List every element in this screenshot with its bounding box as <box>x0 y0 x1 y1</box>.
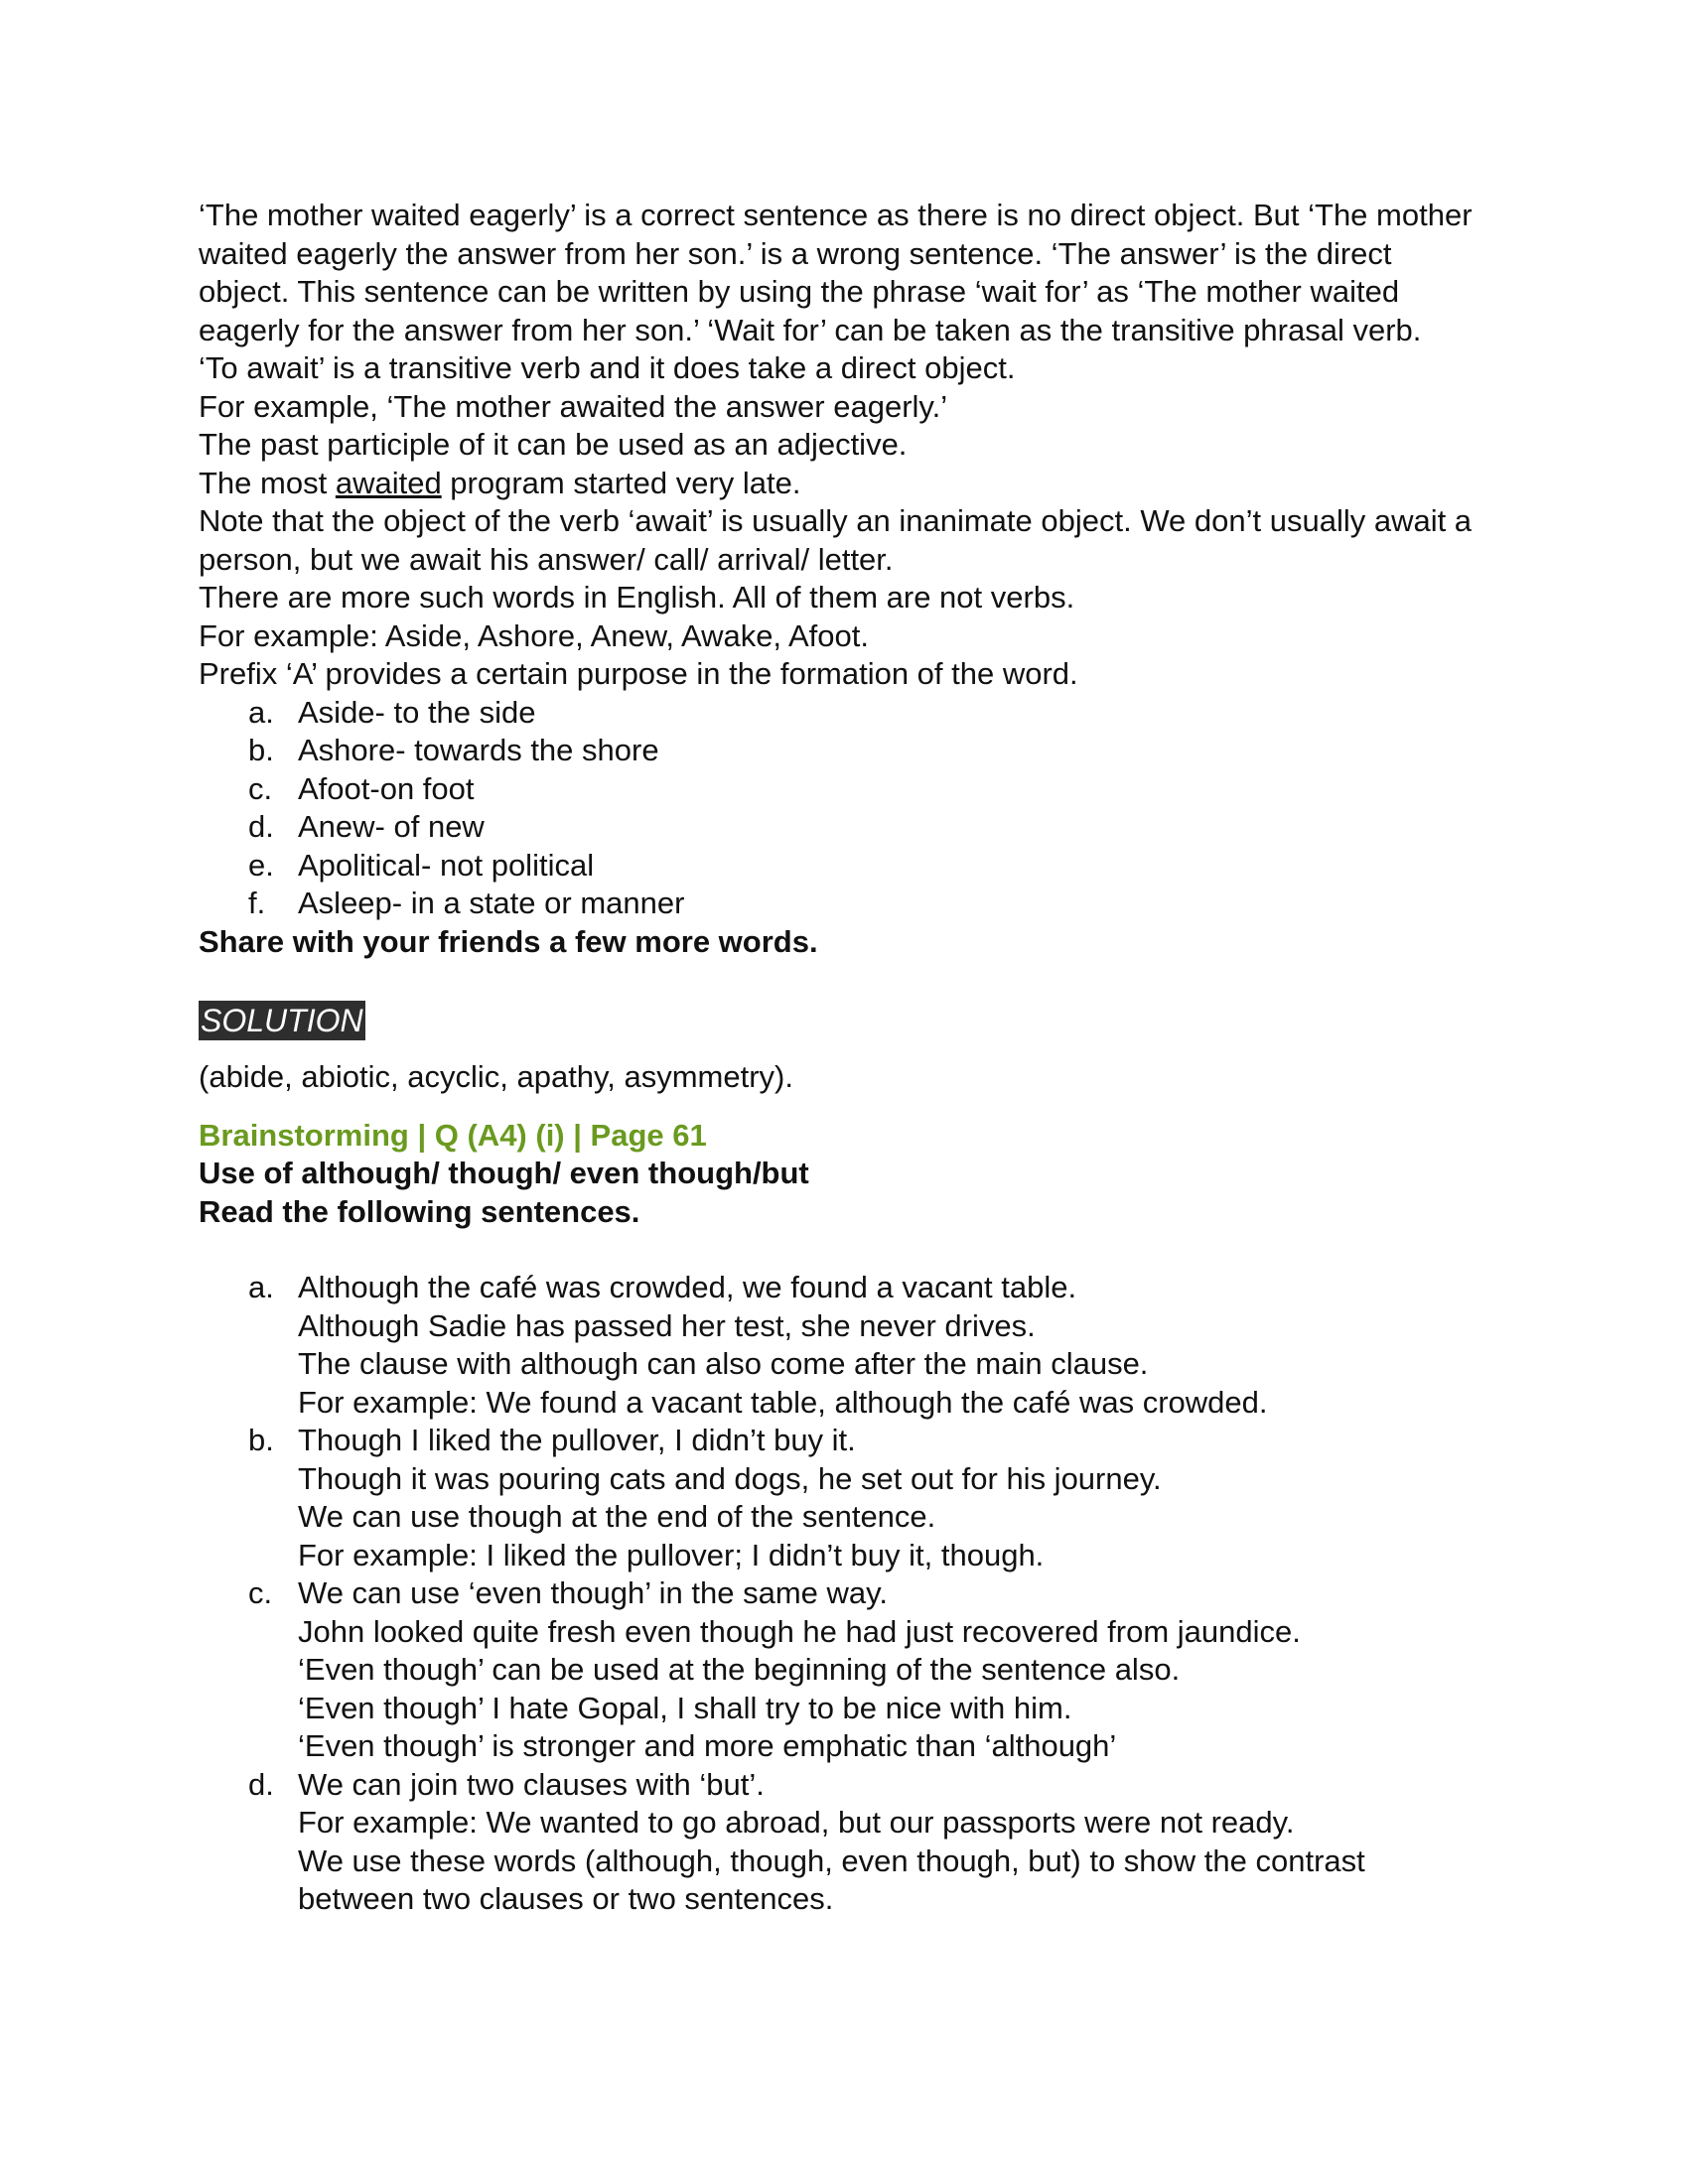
list-marker: e. <box>248 847 274 883</box>
list-item-line: ‘Even though’ I hate Gopal, I shall try to be nice with him. <box>298 1690 1072 1725</box>
list-item-text: Anew- of new <box>298 809 485 844</box>
intro-paragraph: ‘The mother waited eagerly’ is a correct sentence as there is no direct object. But ‘The mother waited eagerly the answer from her son.’ is a wrong sentence. ‘The answer’ is the direct object. This sentence can be written by using the phrase ‘wait for’ as ‘The mother waited eagerly for the answer from her son.’ ‘Wait for’ can be taken as the transitive phrasal verb. <box>199 198 1473 347</box>
share-prompt: Share with your friends a few more words. <box>199 923 818 959</box>
solution-text: (abide, abiotic, acyclic, apathy, asymmetry). <box>199 1059 793 1094</box>
list-item <box>199 1269 1489 1422</box>
list-item <box>199 885 1489 923</box>
intro-line-awaited-example <box>199 465 1489 503</box>
list-item-line: Though I liked the pullover, I didn’t buy it. <box>298 1423 856 1457</box>
list-item-line: We can join two clauses with ‘but’. <box>298 1766 765 1802</box>
list-item-text: Ashore- towards the shore <box>298 733 659 767</box>
list-item <box>199 847 1489 886</box>
list-item-line: For example: I liked the pullover; I didn’t buy it, though. <box>298 1537 1045 1572</box>
intro-line-participle: The past participle of it can be used as an adjective. <box>199 427 908 462</box>
list-item-line: For example: We found a vacant table, although the café was crowded. <box>298 1384 1268 1420</box>
intro-line-word-examples: For example: Aside, Ashore, Anew, Awake, Afoot. <box>199 617 869 653</box>
list-marker: a. <box>248 694 274 730</box>
list-item-line: The clause with although can also come after the main clause. <box>298 1346 1149 1381</box>
list-item <box>199 1766 1489 1919</box>
list-marker: c. <box>248 1575 273 1610</box>
list-item-line: ‘Even though’ is stronger and more emphatic than ‘although’ <box>298 1728 1117 1763</box>
list-marker: d. <box>248 809 274 844</box>
list-item-line: ‘Even though’ can be used at the beginning of the sentence also. <box>298 1652 1181 1687</box>
list-marker: d. <box>248 1766 274 1802</box>
list-item-line: For example: We wanted to go abroad, but our passports were not ready. <box>298 1805 1295 1840</box>
list-item <box>199 694 1489 733</box>
intro-line-await-transitive: ‘To await’ is a transitive verb and it does take a direct object. <box>199 350 1016 385</box>
section-subheading: Use of although/ though/ even though/but <box>199 1156 809 1190</box>
intro-line-prefix-a: Prefix ‘A’ provides a certain purpose in the formation of the word. <box>199 656 1078 691</box>
list-item-text: Afoot-on foot <box>298 770 475 806</box>
list-item <box>199 770 1489 809</box>
list-item <box>199 808 1489 847</box>
section-instruction: Read the following sentences. <box>199 1193 640 1229</box>
list-item <box>199 1574 1489 1766</box>
intro-line-inanimate-note: Note that the object of the verb ‘await’ is usually an inanimate object. We don’t usually await a person, but we await his answer/ call/ arrival/ letter. <box>199 503 1473 577</box>
list-item-text: Asleep- in a state or manner <box>298 886 685 920</box>
awaited-underlined-word: awaited <box>335 465 442 500</box>
list-item-line: Although Sadie has passed her test, she never drives. <box>298 1307 1036 1343</box>
list-item-line: Although the café was crowded, we found a vacant table. <box>298 1270 1077 1304</box>
list-marker: c. <box>248 770 273 806</box>
awaited-pre: The most <box>199 465 336 500</box>
spacer <box>199 1040 1489 1058</box>
list-item-line: Though it was pouring cats and dogs, he set out for his journey. <box>298 1460 1162 1496</box>
list-marker: f. <box>248 886 266 920</box>
contrast-example-list <box>199 1269 1489 1919</box>
list-item-text: Aside- to the side <box>298 694 536 730</box>
list-marker: b. <box>248 1423 274 1457</box>
intro-line-more-words: There are more such words in English. All of them are not verbs. <box>199 580 1075 614</box>
list-item-line: John looked quite fresh even though he had just recovered from jaundice. <box>298 1613 1301 1649</box>
list-item <box>199 732 1489 770</box>
spacer <box>199 1231 1489 1269</box>
list-item-text: Apolitical- not political <box>298 847 595 883</box>
list-item-line: We use these words (although, though, even though, but) to show the contrast between two clauses or two sentences. <box>298 1843 1365 1916</box>
list-marker: b. <box>248 733 274 767</box>
list-item-line: We can use ‘even though’ in the same way. <box>298 1575 888 1610</box>
list-item-line: We can use though at the end of the sentence. <box>298 1499 936 1534</box>
intro-line-example: For example, ‘The mother awaited the answer eagerly.’ <box>199 388 948 424</box>
section-heading: Brainstorming | Q (A4) (i) | Page 61 <box>199 1117 707 1153</box>
awaited-post: program started very late. <box>441 465 801 500</box>
prefix-word-list <box>199 694 1489 923</box>
list-item <box>199 1422 1489 1574</box>
list-marker: a. <box>248 1270 274 1304</box>
solution-label: SOLUTION <box>201 1003 363 1038</box>
